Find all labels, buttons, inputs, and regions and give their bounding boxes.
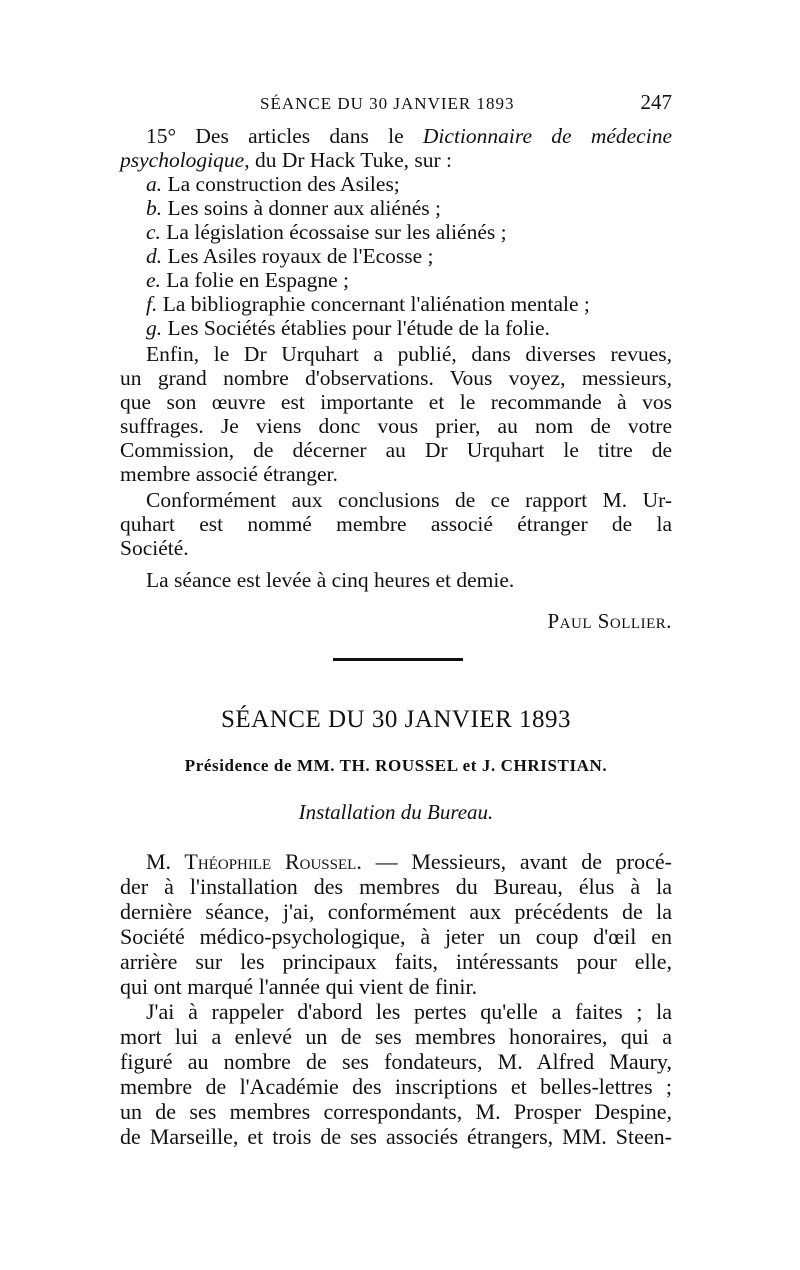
report-intro-line-2: psychologique, du Dr Hack Tuke, sur : [120, 148, 453, 172]
speech-line: de Marseille, et trois de ses associés étrangers, MM. Steen- [120, 1124, 672, 1149]
report-intro-line-1: 15° Des articles dans le Dictionnaire de médecine [146, 124, 672, 148]
list-item: c. La législation écossaise sur les aliénés ; [146, 220, 507, 244]
section-divider [333, 658, 463, 661]
paragraph-line: membre associé étranger. [120, 462, 338, 486]
paragraph-line: que son œuvre est importante et le recommande à vos [120, 390, 672, 414]
signature: Paul Sollier. [547, 609, 672, 633]
section-title: SÉANCE DU 30 JANVIER 1893 [221, 706, 571, 733]
list-item: a. La construction des Asiles; [146, 172, 400, 196]
speech-line: figuré au nombre de ses fondateurs, M. Alfred Maury, [120, 1049, 672, 1074]
list-item: g. Les Sociétés établies pour l'étude de la folie. [146, 316, 550, 340]
running-head: SÉANCE DU 30 JANVIER 1893 [260, 94, 515, 113]
subsection-title: Installation du Bureau. [298, 800, 494, 824]
paragraph-line: Conformément aux conclusions de ce rapport M. Ur- [146, 488, 672, 512]
list-item: f. La bibliographie concernant l'aliénation mentale ; [146, 292, 590, 316]
list-item: d. Les Asiles royaux de l'Ecosse ; [146, 244, 434, 268]
speech-line: M. Théophile Roussel. — Messieurs, avant de procé- [146, 849, 672, 874]
paragraph-line: Société. [120, 536, 189, 560]
page-header [120, 90, 672, 120]
speech-line: Société médico-psychologique, à jeter un coup d'œil en [120, 924, 672, 949]
closing-line: La séance est levée à cinq heures et demie. [146, 568, 515, 592]
speech-line: der à l'installation des membres du Bureau, élus à la [120, 874, 672, 899]
speech-line: un de ses membres correspondants, M. Prosper Despine, [120, 1099, 672, 1124]
paragraph-line: Enfin, le Dr Urquhart a publié, dans diverses revues, [146, 342, 672, 366]
paragraph-line: suffrages. Je viens donc vous prier, au nom de votre [120, 414, 672, 438]
paragraph-line: quhart est nommé membre associé étranger de la [120, 512, 672, 536]
page-number: 247 [640, 90, 672, 114]
speech-line: qui ont marqué l'année qui vient de finir. [120, 974, 478, 999]
paragraph-line: un grand nombre d'observations. Vous voyez, messieurs, [120, 366, 672, 390]
speech-line: mort lui a enlevé un de ses membres honoraires, qui a [120, 1024, 672, 1049]
speech-line: membre de l'Académie des inscriptions et belles-lettres ; [120, 1074, 672, 1099]
paragraph-line: Commission, de décerner au Dr Urquhart le titre de [120, 438, 672, 462]
speech-line: dernière séance, j'ai, conformément aux précédents de la [120, 899, 672, 924]
speech-line: J'ai à rappeler d'abord les pertes qu'elle a faites ; la [146, 999, 672, 1024]
speaker-name: M. Théophile Roussel. [146, 849, 362, 874]
list-item: b. Les soins à donner aux aliénés ; [146, 196, 441, 220]
presidency-line: Présidence de MM. TH. ROUSSEL et J. CHRISTIAN. [184, 756, 608, 775]
list-item: e. La folie en Espagne ; [146, 268, 349, 292]
speech-line: arrière sur les principaux faits, intéressants pour elle, [120, 949, 672, 974]
